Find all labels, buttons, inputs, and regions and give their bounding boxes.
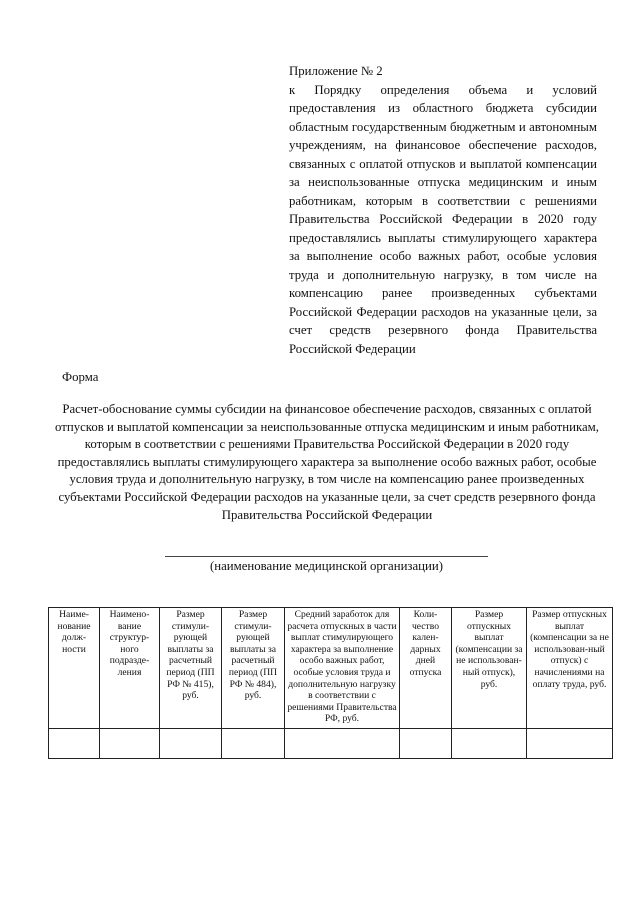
- col-vacation-days-header: Коли-чество кален-дарных дней отпуска: [400, 608, 452, 729]
- col-vacation-pay-accruals-header: Размер отпускных выплат (компенсации за не использован-ный отпуск) с начислениями на оплату труда, руб.: [527, 608, 613, 729]
- col-average-earnings-header: Средний заработок для расчета отпускных в части выплат стимулирующего характера за выполнение особо важных работ, особые условия труда и дополнительную нагрузку в соответствии с решениями Правительства РФ, руб.: [285, 608, 400, 729]
- table-cell[interactable]: [160, 728, 222, 758]
- table-cell[interactable]: [222, 728, 285, 758]
- table-cell[interactable]: [400, 728, 452, 758]
- organization-caption: (наименование медицинской организации): [210, 559, 443, 573]
- col-payment-415-header: Размер стимули-рующей выплаты за расчетный период (ПП РФ № 415), руб.: [160, 608, 222, 729]
- col-department-header: Наимено-вание структур-ного подразде-ления: [100, 608, 160, 729]
- calculation-table: [48, 607, 613, 759]
- table-cell[interactable]: [49, 728, 100, 758]
- document-heading: Расчет-обоснование суммы субсидии на финансовое обеспечение расходов, связанных с оплатой отпусков и выплатой компенсации за неиспользованные отпуска медицинским и иным работникам, которым в соответствии с решениями Правительства Российской Федерации в 2020 году предоставлялись выплаты стимулирующего характера за выполнение особо важных работ, особые условия труда и дополнительную нагрузку, в том числе на компенсацию ранее произведенных субъектами Российской Федерации расходов на указанные цели, за счет средств резервного фонда Правительства Российской Федерации: [55, 402, 599, 522]
- table-cell[interactable]: [452, 728, 527, 758]
- col-vacation-pay-header: Размер отпускных выплат (компенсации за не использован-ный отпуск), руб.: [452, 608, 527, 729]
- table-cell[interactable]: [285, 728, 400, 758]
- table-row: [49, 728, 613, 758]
- appendix-text: к Порядку определения объема и условий предоставления из областного бюджета субсидии областным государственным бюджетным и автономным учреждениям, на финансовое обеспечение расходов, связанных с оплатой отпусков и выплатой компенсации за неиспользованные отпуска медицинским и иным работникам, которым в соответствии с решениями Правительства Российской Федерации в 2020 году предоставлялись выплаты стимулирующего характера за выполнение особо важных работ, особые условия труда и дополнительную нагрузку, в том числе на компенсацию ранее произведенных субъектами Российской Федерации расходов на указанные цели, за счет средств резервного фонда Правительства Российской Федерации: [289, 82, 597, 356]
- table-cell[interactable]: [100, 728, 160, 758]
- appendix-title: Приложение № 2: [289, 64, 383, 78]
- organization-name-line: [165, 556, 488, 557]
- table-cell[interactable]: [527, 728, 613, 758]
- table-header-row: [49, 608, 613, 729]
- col-position-header: Наиме-нование долж-ности: [49, 608, 100, 729]
- appendix-block: [289, 62, 597, 358]
- col-payment-484-header: Размер стимули-рующей выплаты за расчетный период (ПП РФ № 484), руб.: [222, 608, 285, 729]
- form-label: Форма: [62, 370, 99, 384]
